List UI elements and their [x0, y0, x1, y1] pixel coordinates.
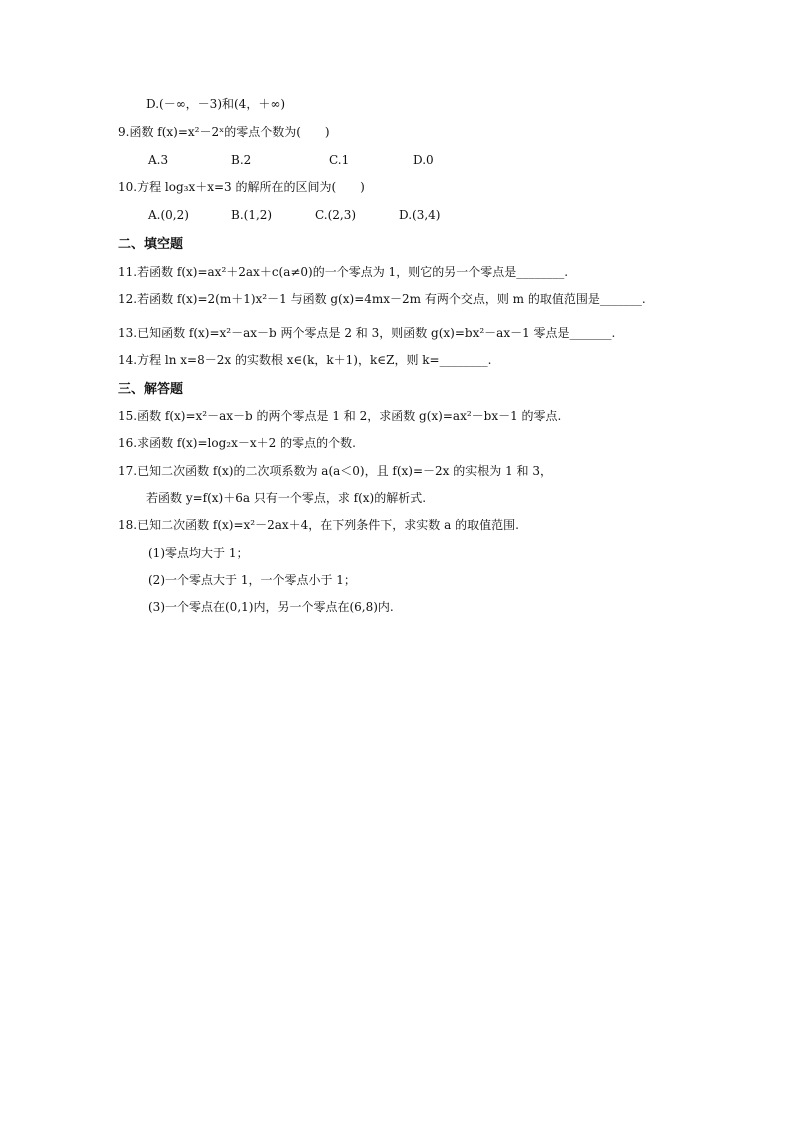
q16-text: 16.求函数 f(x)=log₂x－x＋2 的零点的个数.	[118, 436, 356, 450]
q18-part-2: (2)一个零点大于 1，一个零点小于 1；	[148, 573, 356, 587]
section-fill-in-title: 二、填空题	[118, 237, 184, 252]
q10-option-a: A.(0,2)	[148, 208, 189, 222]
section-answer-title: 三、解答题	[118, 382, 184, 397]
q10-option-b: B.(1,2)	[231, 208, 273, 222]
q9-option-d: D.0	[413, 153, 434, 167]
q9-option-c: C.1	[329, 153, 350, 167]
q10-stem: 10.方程 log₃x＋x=3 的解所在的区间为( )	[118, 180, 365, 194]
q8-option-d: D.(－∞，－3)和(4，＋∞)	[146, 97, 285, 111]
q17-line1: 17.已知二次函数 f(x)的二次项系数为 a(a＜0)，且 f(x)=－2x 的实根为 1 和 3，	[118, 464, 552, 478]
q11-text: 11.若函数 f(x)=ax²＋2ax＋c(a≠0)的一个零点为 1，则它的另一个零点是________.	[118, 265, 569, 279]
q14-text: 14.方程 ln x=8－2x 的实数根 x∈(k，k＋1)，k∈Z，则 k=________.	[118, 353, 492, 367]
q13-text: 13.已知函数 f(x)=x²－ax－b 两个零点是 2 和 3，则函数 g(x)=bx²－ax－1 零点是_______.	[118, 326, 616, 340]
q17-line2: 若函数 y=f(x)＋6a 只有一个零点，求 f(x)的解析式.	[146, 491, 427, 505]
q18-part-3: (3)一个零点在(0,1)内，另一个零点在(6,8)内.	[148, 600, 394, 614]
q9-option-a: A.3	[148, 153, 169, 167]
q18-stem: 18.已知二次函数 f(x)=x²－2ax＋4，在下列条件下，求实数 a 的取值范围.	[118, 518, 519, 532]
q9-stem: 9.函数 f(x)=x²－2ˣ的零点个数为( )	[118, 125, 330, 139]
q15-text: 15.函数 f(x)=x²－ax－b 的两个零点是 1 和 2，求函数 g(x)=ax²－bx－1 的零点.	[118, 409, 562, 423]
q9-option-b: B.2	[231, 153, 252, 167]
q12-text: 12.若函数 f(x)=2(m＋1)x²－1 与函数 g(x)=4mx－2m 有两个交点，则 m 的取值范围是_______.	[118, 292, 646, 306]
q18-part-1: (1)零点均大于 1；	[148, 546, 249, 560]
q10-option-d: D.(3,4)	[399, 208, 441, 222]
q10-option-c: C.(2,3)	[315, 208, 357, 222]
